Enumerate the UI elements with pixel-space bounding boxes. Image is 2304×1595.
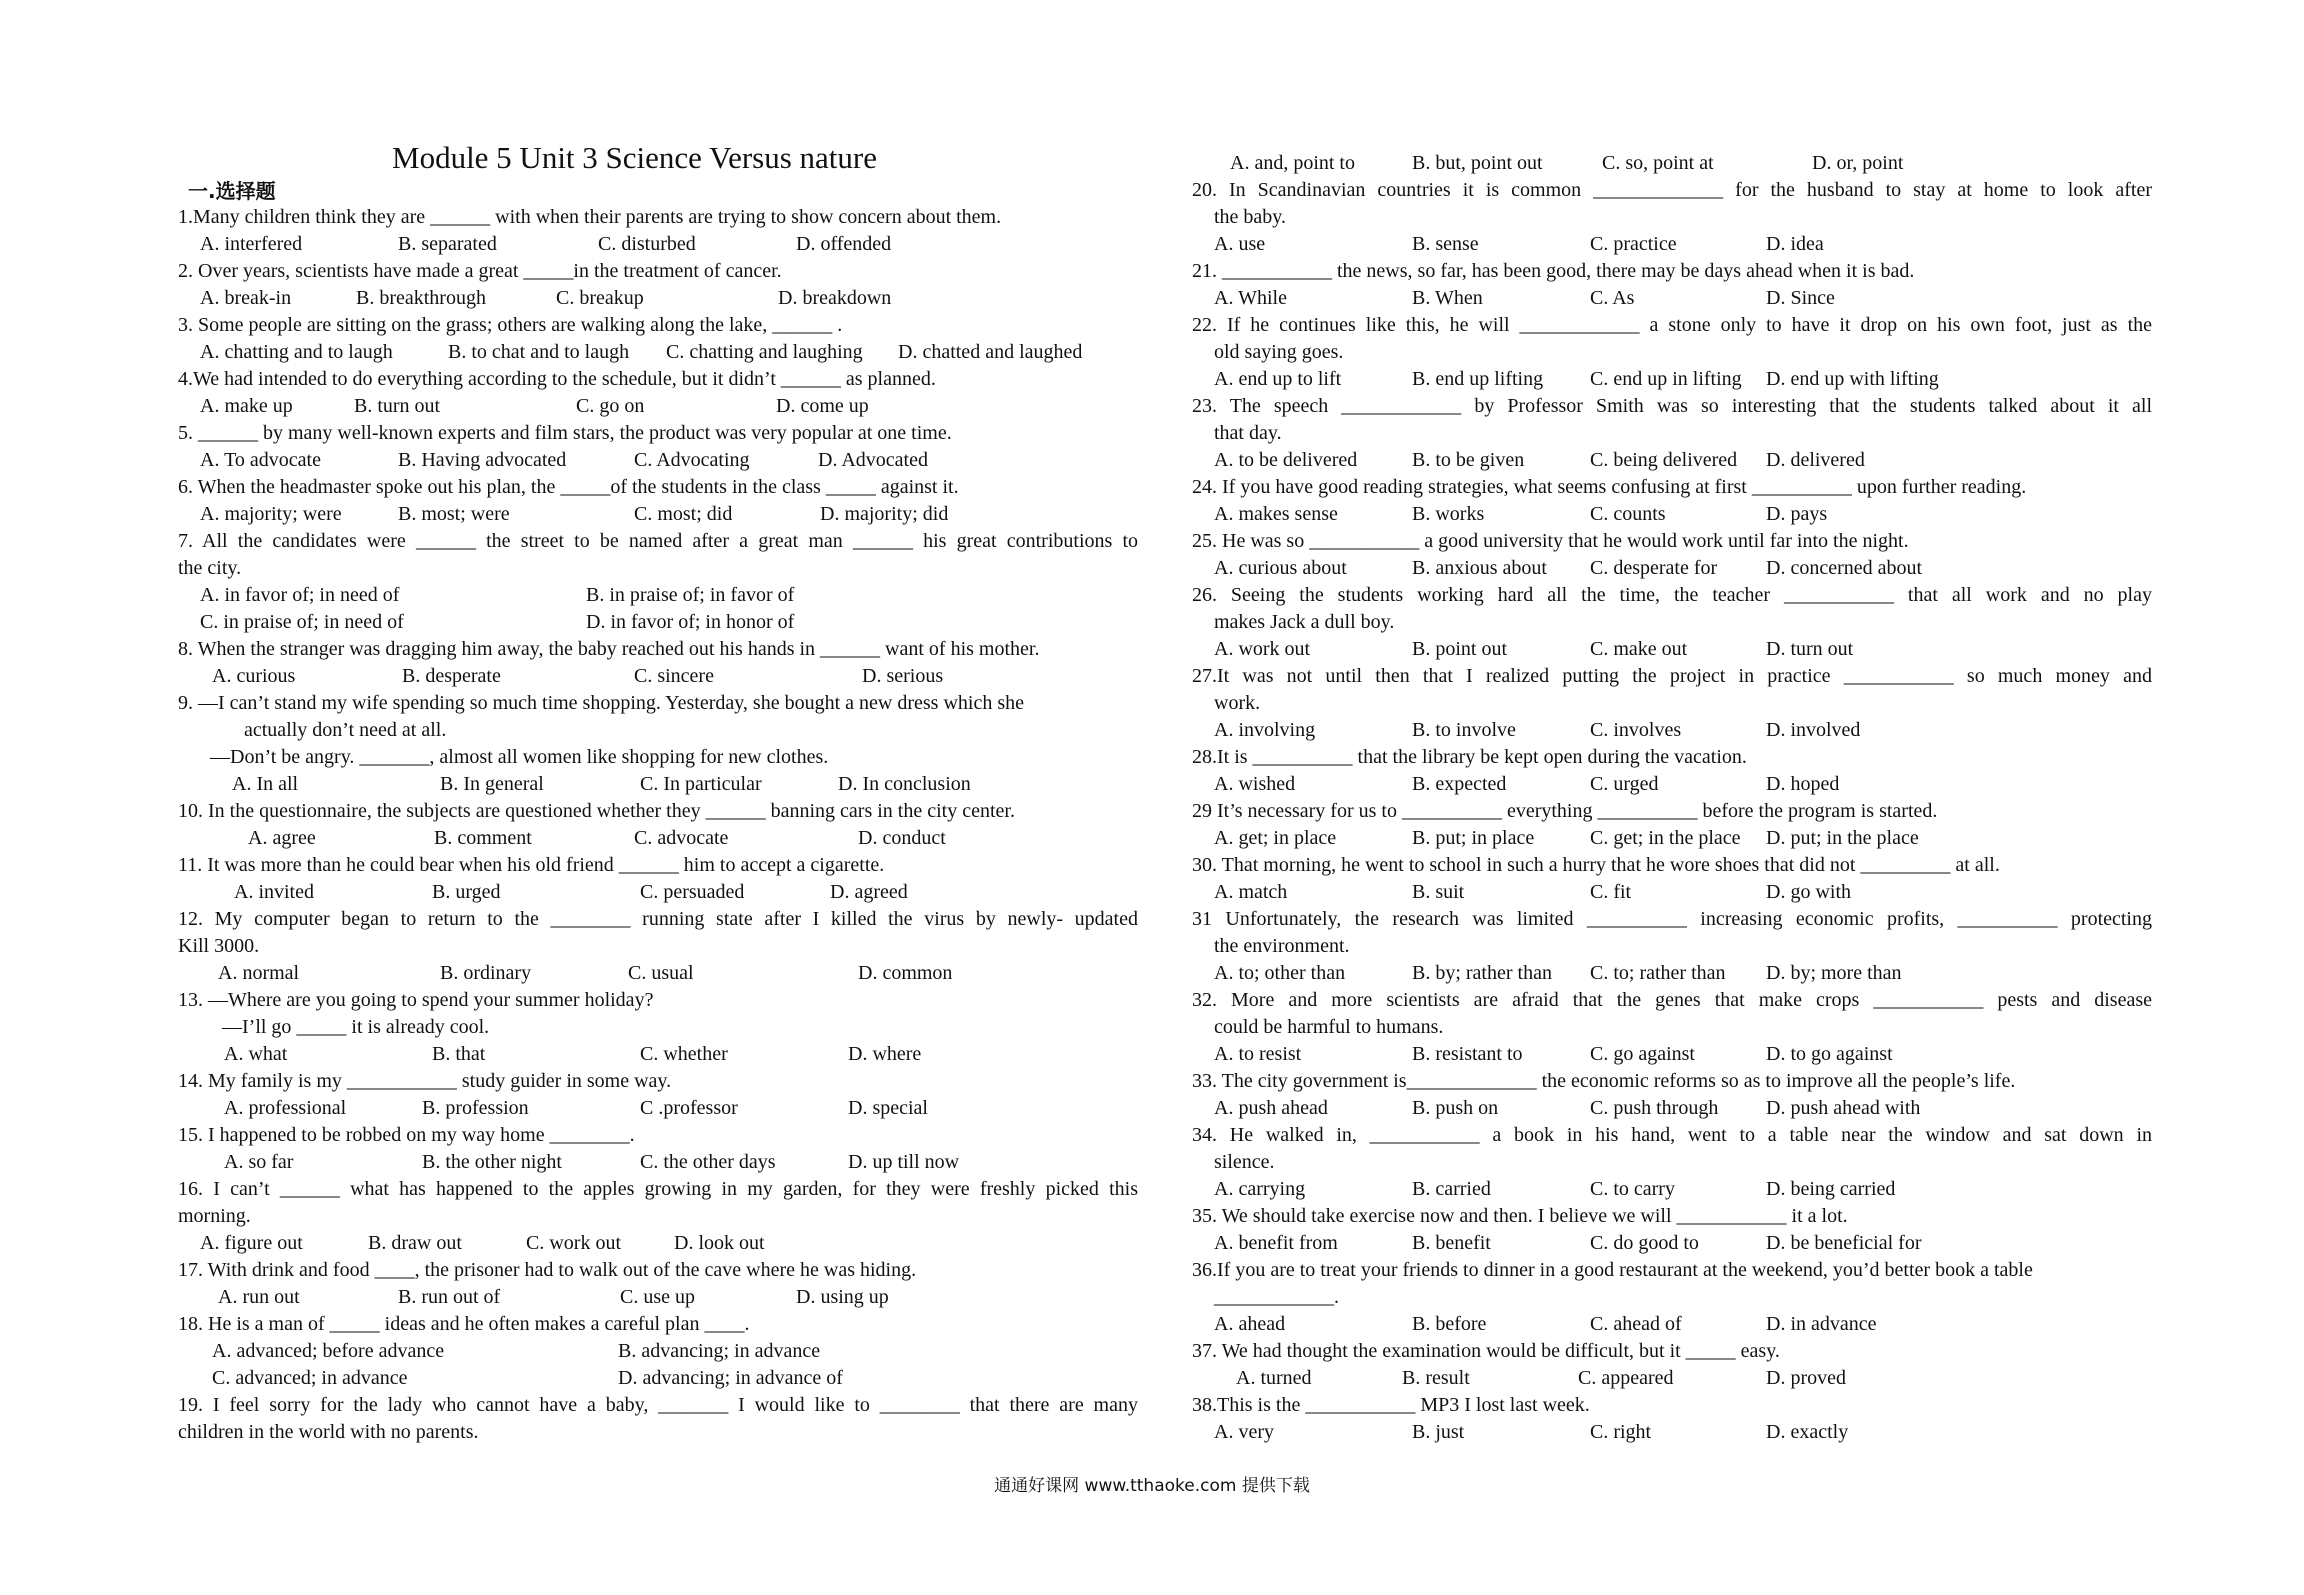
question-text: 13. —Where are you going to spend your summer holiday? — [178, 989, 654, 1011]
question-text: 37. We had thought the examination would be difficult, but it _____ easy. — [1192, 1340, 1780, 1362]
answer-option: B. benefit — [1412, 1232, 1491, 1254]
answer-option: A. figure out — [200, 1232, 303, 1254]
answer-option: C. disturbed — [598, 233, 696, 255]
answer-option: C. right — [1590, 1421, 1652, 1443]
answer-option: C .professor — [640, 1097, 738, 1119]
answer-option: C. ahead of — [1590, 1313, 1682, 1335]
answer-option: A. agree — [248, 827, 316, 849]
question-text: 4.We had intended to do everything according to the schedule, but it didn’t ______ as planned. — [178, 368, 936, 390]
answer-option: B. just — [1412, 1421, 1465, 1443]
answer-option: C. the other days — [640, 1151, 776, 1173]
answer-option: B. push on — [1412, 1097, 1499, 1119]
answer-option: B. before — [1412, 1313, 1487, 1335]
answer-option: A. wished — [1214, 773, 1296, 795]
answer-option: A. push ahead — [1214, 1097, 1328, 1119]
answer-option: A. to resist — [1214, 1043, 1302, 1065]
answer-option: D. idea — [1766, 233, 1824, 255]
answer-option: C. counts — [1590, 503, 1666, 525]
question-text: 3. Some people are sitting on the grass; others are walking along the lake, ______ . — [178, 314, 843, 336]
answer-option: B. urged — [432, 881, 501, 903]
question-text: 2. Over years, scientists have made a great _____in the treatment of cancer. — [178, 260, 782, 282]
question-text: 32. More and more scientists are afraid that the genes that make crops ___________ pests and disease — [1192, 989, 2152, 1011]
answer-option: D. exactly — [1766, 1421, 1849, 1443]
answer-option: A. makes sense — [1214, 503, 1338, 525]
answer-option: B. most; were — [398, 503, 510, 525]
question-text: children in the world with no parents. — [178, 1421, 479, 1443]
answer-option: C. usual — [628, 962, 694, 984]
question-text: 27.It was not until then that I realized putting the project in practice ___________ so much money and — [1192, 665, 2152, 687]
answer-option: A. curious about — [1214, 557, 1347, 579]
answer-option: C. sincere — [634, 665, 714, 687]
question-text: 5. ______ by many well-known experts and film stars, the product was very popular at one time. — [178, 422, 952, 444]
answer-option: A. majority; were — [200, 503, 342, 525]
answer-option: B. that — [432, 1043, 486, 1065]
answer-option: D. turn out — [1766, 638, 1854, 660]
answer-option: D. up till now — [848, 1151, 960, 1173]
answer-option: D. push ahead with — [1766, 1097, 1921, 1119]
answer-option: C. in praise of; in need of — [200, 611, 404, 633]
answer-option: B. carried — [1412, 1178, 1491, 1200]
answer-option: A. To advocate — [200, 449, 321, 471]
answer-option: A. turned — [1236, 1367, 1312, 1389]
question-text: 33. The city government is_____________ the economic reforms so as to improve all the people’s life. — [1192, 1070, 2016, 1092]
answer-option: C. end up in lifting — [1590, 368, 1742, 390]
answer-option: B. profession — [422, 1097, 529, 1119]
answer-option: D. proved — [1766, 1367, 1846, 1389]
footer-credit: 通通好课网 www.tthaoke.com 提供下载 — [994, 1476, 1310, 1496]
answer-option: D. special — [848, 1097, 928, 1119]
answer-option: C. most; did — [634, 503, 733, 525]
question-text: 14. My family is my ___________ study guider in some way. — [178, 1070, 672, 1092]
question-text: —Don’t be angry. _______, almost all women like shopping for new clothes. — [210, 746, 829, 768]
question-text: Kill 3000. — [178, 935, 260, 957]
answer-option: C. to carry — [1590, 1178, 1675, 1200]
answer-option: D. where — [848, 1043, 922, 1065]
question-text: 35. We should take exercise now and then. I believe we will ___________ it a lot. — [1192, 1205, 1848, 1227]
question-text: 23. The speech ____________ by Professor Smith was so interesting that the students talked about it all — [1192, 395, 2152, 417]
answer-option: A. use — [1214, 233, 1266, 255]
answer-option: D. majority; did — [820, 503, 949, 525]
answer-option: A. chatting and to laugh — [200, 341, 393, 363]
answer-option: D. common — [858, 962, 953, 984]
question-text: morning. — [178, 1205, 251, 1227]
answer-option: B. comment — [434, 827, 532, 849]
answer-option: A. involving — [1214, 719, 1316, 741]
answer-option: C. fit — [1590, 881, 1632, 903]
answer-option: A. to; other than — [1214, 962, 1346, 984]
answer-option: A. match — [1214, 881, 1288, 903]
question-text: the city. — [178, 557, 242, 579]
answer-option: B. works — [1412, 503, 1485, 525]
question-text: could be harmful to humans. — [1214, 1016, 1444, 1038]
answer-option: D. chatted and laughed — [898, 341, 1083, 363]
answer-option: C. make out — [1590, 638, 1688, 660]
answer-option: A. benefit from — [1214, 1232, 1338, 1254]
answer-option: B. point out — [1412, 638, 1508, 660]
answer-option: D. In conclusion — [838, 773, 971, 795]
question-text: 34. He walked in, ___________ a book in his hand, went to a table near the window and sat down in — [1192, 1124, 2152, 1146]
question-text: 11. It was more than he could bear when his old friend ______ him to accept a cigarette. — [178, 854, 885, 876]
question-text: 8. When the stranger was dragging him away, the baby reached out his hands in ______ want of his mother. — [178, 638, 1040, 660]
answer-option: C. whether — [640, 1043, 728, 1065]
question-text: 20. In Scandinavian countries it is common _____________ for the husband to stay at home to look after — [1192, 179, 2152, 201]
answer-option: D. hoped — [1766, 773, 1840, 795]
answer-option: D. involved — [1766, 719, 1861, 741]
question-text: 26. Seeing the students working hard all the time, the teacher ___________ that all work and no play — [1192, 584, 2152, 606]
answer-option: A. break-in — [200, 287, 292, 309]
question-text: old saying goes. — [1214, 341, 1344, 363]
question-text: silence. — [1214, 1151, 1275, 1173]
answer-option: A. invited — [234, 881, 314, 903]
question-text: 12. My computer began to return to the ________ running state after I killed the virus by newly- updated — [178, 908, 1138, 930]
answer-option: D. breakdown — [778, 287, 892, 309]
question-text: 30. That morning, he went to school in such a hurry that he wore shoes that did not _________ at all. — [1192, 854, 2000, 876]
answer-option: C. do good to — [1590, 1232, 1699, 1254]
answer-option: B. but, point out — [1412, 152, 1543, 174]
answer-option: A. and, point to — [1230, 152, 1355, 174]
answer-option: A. very — [1214, 1421, 1274, 1443]
answer-option: D. end up with lifting — [1766, 368, 1939, 390]
answer-option: B. desperate — [402, 665, 501, 687]
question-text: 31 Unfortunately, the research was limited __________ increasing economic profits, __________ protecting — [1192, 908, 2152, 930]
answer-option: A. ahead — [1214, 1313, 1286, 1335]
question-text: —I’ll go _____ it is already cool. — [222, 1016, 490, 1038]
answer-option: C. use up — [620, 1286, 695, 1308]
answer-option: D. look out — [674, 1232, 765, 1254]
answer-option: B. sense — [1412, 233, 1479, 255]
question-text: work. — [1214, 692, 1261, 714]
answer-option: C. advocate — [634, 827, 729, 849]
answer-option: B. In general — [440, 773, 544, 795]
answer-option: B. breakthrough — [356, 287, 486, 309]
answer-option: D. delivered — [1766, 449, 1865, 471]
answer-option: C. go against — [1590, 1043, 1695, 1065]
question-text: 24. If you have good reading strategies, what seems confusing at first __________ upon further reading. — [1192, 476, 2027, 498]
page-title: Module 5 Unit 3 Science Versus nature — [392, 140, 877, 175]
answer-option: B. the other night — [422, 1151, 562, 1173]
answer-option: D. in favor of; in honor of — [586, 611, 795, 633]
answer-option: B. When — [1412, 287, 1483, 309]
question-text: 18. He is a man of _____ ideas and he often makes a careful plan ____. — [178, 1313, 750, 1335]
answer-option: B. anxious about — [1412, 557, 1547, 579]
answer-option: A. advanced; before advance — [212, 1340, 445, 1362]
answer-option: D. using up — [796, 1286, 889, 1308]
question-text: 19. I feel sorry for the lady who cannot have a baby, _______ I would like to ________ that there are many — [178, 1394, 1138, 1416]
answer-option: C. persuaded — [640, 881, 745, 903]
answer-option: D. or, point — [1812, 152, 1904, 174]
answer-option: A. in favor of; in need of — [200, 584, 400, 606]
answer-option: B. separated — [398, 233, 497, 255]
answer-option: C. work out — [526, 1232, 621, 1254]
answer-option: A. interfered — [200, 233, 303, 255]
question-text: 16. I can’t ______ what has happened to the apples growing in my garden, for they were freshly picked this — [178, 1178, 1138, 1200]
answer-option: D. put; in the place — [1766, 827, 1919, 849]
question-text: 28.It is __________ that the library be kept open during the vacation. — [1192, 746, 1747, 768]
answer-option: C. Advocating — [634, 449, 750, 471]
question-text: 1.Many children think they are ______ with when their parents are trying to show concern about them. — [178, 206, 1002, 228]
question-text: 6. When the headmaster spoke out his plan, the _____of the students in the class _____ against it. — [178, 476, 959, 498]
answer-option: A. get; in place — [1214, 827, 1337, 849]
answer-option: A. While — [1214, 287, 1287, 309]
answer-option: A. In all — [232, 773, 299, 795]
question-text: actually don’t need at all. — [244, 719, 447, 741]
answer-option: B. end up lifting — [1412, 368, 1544, 390]
answer-option: C. go on — [576, 395, 645, 417]
answer-option: A. what — [224, 1043, 288, 1065]
answer-option: C. urged — [1590, 773, 1659, 795]
answer-option: D. by; more than — [1766, 962, 1902, 984]
question-text: 22. If he continues like this, he will ____________ a stone only to have it drop on his own foot, just as the — [1192, 314, 2152, 336]
answer-option: D. go with — [1766, 881, 1851, 903]
question-text: 9. —I can’t stand my wife spending so much time shopping. Yesterday, she bought a new dress which she — [178, 692, 1024, 714]
answer-option: C. so, point at — [1602, 152, 1714, 174]
answer-option: D. being carried — [1766, 1178, 1896, 1200]
answer-option: D. Since — [1766, 287, 1835, 309]
answer-option: B. run out of — [398, 1286, 501, 1308]
answer-option: C. practice — [1590, 233, 1677, 255]
question-text: 21. ___________ the news, so far, has been good, there may be days ahead when it is bad. — [1192, 260, 1915, 282]
answer-option: C. breakup — [556, 287, 644, 309]
answer-option: B. in praise of; in favor of — [586, 584, 795, 606]
answer-option: B. expected — [1412, 773, 1507, 795]
section-heading: 一.选择题 — [188, 179, 276, 203]
answer-option: C. being delivered — [1590, 449, 1738, 471]
question-text: 36.If you are to treat your friends to dinner in a good restaurant at the weekend, you’d better book a table — [1192, 1259, 2033, 1281]
answer-option: B. draw out — [368, 1232, 462, 1254]
answer-option: B. suit — [1412, 881, 1465, 903]
question-text: the baby. — [1214, 206, 1287, 228]
answer-option: D. to go against — [1766, 1043, 1893, 1065]
answer-option: B. to be given — [1412, 449, 1525, 471]
answer-option: D. agreed — [830, 881, 908, 903]
answer-option: C. In particular — [640, 773, 762, 795]
answer-option: B. Having advocated — [398, 449, 567, 471]
answer-option: A. normal — [218, 962, 300, 984]
answer-option: B. result — [1402, 1367, 1470, 1389]
question-text: 29 It’s necessary for us to __________ everything __________ before the program is started. — [1192, 800, 1938, 822]
question-text: that day. — [1214, 422, 1282, 444]
answer-option: A. end up to lift — [1214, 368, 1342, 390]
answer-option: A. curious — [212, 665, 296, 687]
answer-option: A. to be delivered — [1214, 449, 1358, 471]
question-text: 25. He was so ___________ a good university that he would work until far into the night. — [1192, 530, 1909, 552]
answer-option: A. carrying — [1214, 1178, 1306, 1200]
answer-option: C. get; in the place — [1590, 827, 1741, 849]
answer-option: B. to involve — [1412, 719, 1516, 741]
answer-option: A. run out — [218, 1286, 300, 1308]
answer-option: C. chatting and laughing — [666, 341, 863, 363]
answer-option: D. Advocated — [818, 449, 928, 471]
answer-option: D. offended — [796, 233, 892, 255]
answer-option: A. make up — [200, 395, 293, 417]
answer-option: A. professional — [224, 1097, 347, 1119]
answer-option: B. ordinary — [440, 962, 532, 984]
answer-option: C. to; rather than — [1590, 962, 1726, 984]
answer-option: D. in advance — [1766, 1313, 1877, 1335]
question-text: 38.This is the ___________ MP3 I lost last week. — [1192, 1394, 1590, 1416]
answer-option: D. conduct — [858, 827, 946, 849]
answer-option: B. to chat and to laugh — [448, 341, 630, 363]
question-text: 17. With drink and food ____, the prisoner had to walk out of the cave where he was hiding. — [178, 1259, 917, 1281]
answer-option: D. serious — [862, 665, 944, 687]
question-text: ____________. — [1214, 1286, 1339, 1308]
answer-option: A. work out — [1214, 638, 1311, 660]
answer-option: D. advancing; in advance of — [618, 1367, 843, 1389]
answer-option: C. advanced; in advance — [212, 1367, 408, 1389]
answer-option: B. by; rather than — [1412, 962, 1552, 984]
answer-option: C. As — [1590, 287, 1635, 309]
answer-option: C. involves — [1590, 719, 1682, 741]
question-text: makes Jack a dull boy. — [1214, 611, 1395, 633]
answer-option: B. resistant to — [1412, 1043, 1523, 1065]
question-text: 10. In the questionnaire, the subjects are questioned whether they ______ banning cars in the city center. — [178, 800, 1015, 822]
answer-option: A. so far — [224, 1151, 294, 1173]
answer-option: D. pays — [1766, 503, 1828, 525]
answer-option: C. push through — [1590, 1097, 1719, 1119]
question-text: 7. All the candidates were ______ the street to be named after a great man ______ his great contributions to — [178, 530, 1138, 552]
answer-option: D. concerned about — [1766, 557, 1923, 579]
answer-option: D. come up — [776, 395, 869, 417]
answer-option: D. be beneficial for — [1766, 1232, 1922, 1254]
answer-option: B. put; in place — [1412, 827, 1535, 849]
question-text: 15. I happened to be robbed on my way home ________. — [178, 1124, 635, 1146]
answer-option: B. turn out — [354, 395, 441, 417]
answer-option: C. appeared — [1578, 1367, 1674, 1389]
question-text: the environment. — [1214, 935, 1350, 957]
answer-option: B. advancing; in advance — [618, 1340, 821, 1362]
answer-option: C. desperate for — [1590, 557, 1718, 579]
